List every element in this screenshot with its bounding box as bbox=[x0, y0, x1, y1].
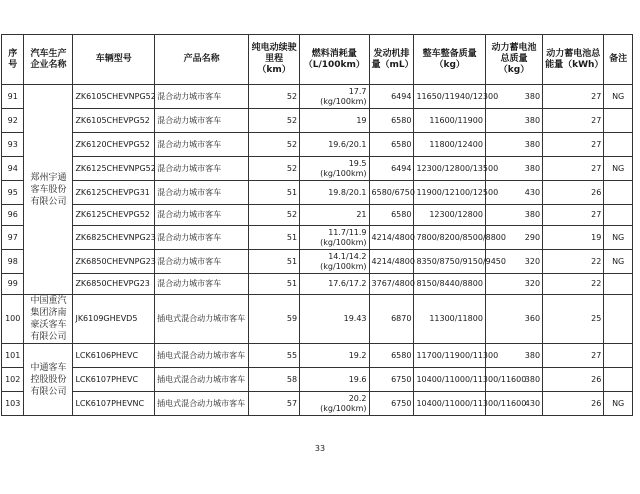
table-header-row bbox=[2, 35, 633, 85]
row-remarks: NG bbox=[604, 250, 633, 274]
row-model: LCK6107PHEVC bbox=[73, 368, 155, 392]
row-engine-displacement: 4214/4800 bbox=[369, 250, 414, 274]
row-model: ZK6120CHEVPG52 bbox=[73, 133, 155, 157]
row-fuel-consumption: 19.5 (kg/100km) bbox=[300, 157, 369, 181]
row-fuel-consumption: 17.6/17.2 bbox=[300, 274, 369, 295]
row-battery-energy: 27 bbox=[543, 85, 604, 109]
header-model: 车辆型号 bbox=[73, 35, 155, 85]
row-index: 94 bbox=[2, 157, 24, 181]
row-ev-range: 57 bbox=[249, 392, 300, 416]
row-battery-energy: 27 bbox=[543, 133, 604, 157]
row-ev-range: 59 bbox=[249, 295, 300, 344]
row-remarks: NG bbox=[604, 392, 633, 416]
row-battery-energy: 27 bbox=[543, 205, 604, 226]
row-model: JK6109GHEVD5 bbox=[73, 295, 155, 344]
row-battery-energy: 22 bbox=[543, 250, 604, 274]
row-curb-weight: 11650/11940/12300 bbox=[414, 85, 485, 109]
row-curb-weight: 12300/12800/13500 bbox=[414, 157, 485, 181]
row-index: 93 bbox=[2, 133, 24, 157]
table-row bbox=[2, 368, 633, 392]
row-product-name: 混合动力城市客车 bbox=[155, 85, 249, 109]
row-battery-mass: 380 bbox=[485, 109, 542, 133]
row-model: ZK6105CHEVPG52 bbox=[73, 109, 155, 133]
row-engine-displacement: 6870 bbox=[369, 295, 414, 344]
table-row bbox=[2, 250, 633, 274]
row-curb-weight: 11700/11900/11300 bbox=[414, 344, 485, 368]
row-remarks bbox=[604, 109, 633, 133]
row-battery-mass: 290 bbox=[485, 226, 542, 250]
row-product-name: 混合动力城市客车 bbox=[155, 250, 249, 274]
row-index: 101 bbox=[2, 344, 24, 368]
row-battery-mass: 380 bbox=[485, 205, 542, 226]
row-ev-range: 52 bbox=[249, 133, 300, 157]
row-index: 99 bbox=[2, 274, 24, 295]
row-fuel-consumption: 19.43 bbox=[300, 295, 369, 344]
row-index: 102 bbox=[2, 368, 24, 392]
manufacturer-cell: 中国重汽集团济南豪沃客车有限公司 bbox=[24, 295, 73, 344]
row-battery-energy: 19 bbox=[543, 226, 604, 250]
row-fuel-consumption: 21 bbox=[300, 205, 369, 226]
row-curb-weight: 11800/12400 bbox=[414, 133, 485, 157]
row-index: 100 bbox=[2, 295, 24, 344]
header-index: 序号 bbox=[2, 35, 24, 85]
table-row bbox=[2, 109, 633, 133]
row-ev-range: 52 bbox=[249, 109, 300, 133]
row-curb-weight: 8350/8750/9150/9450 bbox=[414, 250, 485, 274]
row-fuel-consumption: 11.7/11.9 (kg/100km) bbox=[300, 226, 369, 250]
row-remarks bbox=[604, 133, 633, 157]
row-engine-displacement: 6494 bbox=[369, 85, 414, 109]
row-battery-energy: 26 bbox=[543, 368, 604, 392]
row-curb-weight: 11300/11800 bbox=[414, 295, 485, 344]
row-remarks bbox=[604, 274, 633, 295]
row-curb-weight: 10400/11000/11300/11600 bbox=[414, 368, 485, 392]
row-engine-displacement: 6580 bbox=[369, 133, 414, 157]
manufacturer-cell: 郑州宇通客车股份有限公司 bbox=[24, 85, 73, 295]
header-battery-mass: 动力蓄电池总质量（kg） bbox=[485, 35, 542, 85]
table-row bbox=[2, 85, 633, 109]
row-index: 91 bbox=[2, 85, 24, 109]
row-model: ZK6125CHEVPG52 bbox=[73, 205, 155, 226]
row-product-name: 混合动力城市客车 bbox=[155, 226, 249, 250]
row-fuel-consumption: 19.6/20.1 bbox=[300, 133, 369, 157]
row-battery-mass: 380 bbox=[485, 157, 542, 181]
row-battery-mass: 380 bbox=[485, 85, 542, 109]
table-row bbox=[2, 157, 633, 181]
row-fuel-consumption: 14.1/14.2 (kg/100km) bbox=[300, 250, 369, 274]
row-curb-weight: 11600/11900 bbox=[414, 109, 485, 133]
row-ev-range: 51 bbox=[249, 250, 300, 274]
row-battery-mass: 380 bbox=[485, 368, 542, 392]
row-curb-weight: 12300/12800 bbox=[414, 205, 485, 226]
row-model: LCK6106PHEVC bbox=[73, 344, 155, 368]
row-battery-mass: 360 bbox=[485, 295, 542, 344]
row-index: 98 bbox=[2, 250, 24, 274]
row-curb-weight: 7800/8200/8500/8800 bbox=[414, 226, 485, 250]
row-index: 92 bbox=[2, 109, 24, 133]
row-engine-displacement: 6580 bbox=[369, 205, 414, 226]
row-model: ZK6850CHEVNPG23 bbox=[73, 250, 155, 274]
row-model: ZK6125CHEVNPG52 bbox=[73, 157, 155, 181]
row-fuel-consumption: 19.6 bbox=[300, 368, 369, 392]
row-battery-energy: 22 bbox=[543, 274, 604, 295]
row-remarks: NG bbox=[604, 85, 633, 109]
vehicle-table bbox=[1, 34, 633, 416]
row-battery-energy: 27 bbox=[543, 157, 604, 181]
row-product-name: 混合动力城市客车 bbox=[155, 181, 249, 205]
row-battery-energy: 25 bbox=[543, 295, 604, 344]
row-curb-weight: 11900/12100/12500 bbox=[414, 181, 485, 205]
table-row bbox=[2, 133, 633, 157]
page-number: 33 bbox=[314, 444, 326, 453]
row-battery-energy: 26 bbox=[543, 181, 604, 205]
row-product-name: 混合动力城市客车 bbox=[155, 133, 249, 157]
row-ev-range: 58 bbox=[249, 368, 300, 392]
table-row bbox=[2, 274, 633, 295]
row-model: LCK6107PHEVNC bbox=[73, 392, 155, 416]
row-engine-displacement: 3767/4800 bbox=[369, 274, 414, 295]
row-battery-energy: 27 bbox=[543, 109, 604, 133]
row-battery-energy: 26 bbox=[543, 392, 604, 416]
row-fuel-consumption: 17.7 (kg/100km) bbox=[300, 85, 369, 109]
row-ev-range: 51 bbox=[249, 226, 300, 250]
row-engine-displacement: 6750 bbox=[369, 368, 414, 392]
header-curb-weight: 整车整备质量（kg） bbox=[414, 35, 485, 85]
row-model: ZK6105CHEVNPG52 bbox=[73, 85, 155, 109]
row-product-name: 混合动力城市客车 bbox=[155, 274, 249, 295]
row-ev-range: 52 bbox=[249, 205, 300, 226]
row-ev-range: 55 bbox=[249, 344, 300, 368]
row-engine-displacement: 6580 bbox=[369, 344, 414, 368]
row-index: 97 bbox=[2, 226, 24, 250]
table-row bbox=[2, 344, 633, 368]
row-ev-range: 51 bbox=[249, 181, 300, 205]
row-product-name: 混合动力城市客车 bbox=[155, 109, 249, 133]
row-model: ZK6125CHEVPG31 bbox=[73, 181, 155, 205]
row-product-name: 插电式混合动力城市客车 bbox=[155, 368, 249, 392]
row-battery-mass: 430 bbox=[485, 181, 542, 205]
row-battery-energy: 27 bbox=[543, 344, 604, 368]
row-product-name: 插电式混合动力城市客车 bbox=[155, 295, 249, 344]
row-index: 96 bbox=[2, 205, 24, 226]
row-fuel-consumption: 19 bbox=[300, 109, 369, 133]
row-battery-mass: 430 bbox=[485, 392, 542, 416]
row-product-name: 混合动力城市客车 bbox=[155, 205, 249, 226]
manufacturer-cell: 中通客车控股股份有限公司 bbox=[24, 344, 73, 416]
row-index: 95 bbox=[2, 181, 24, 205]
row-engine-displacement: 6494 bbox=[369, 157, 414, 181]
row-index: 103 bbox=[2, 392, 24, 416]
row-engine-displacement: 4214/4800 bbox=[369, 226, 414, 250]
header-ev-range: 纯电动续驶里程（km） bbox=[249, 35, 300, 85]
table-row bbox=[2, 392, 633, 416]
table-row bbox=[2, 181, 633, 205]
row-ev-range: 52 bbox=[249, 157, 300, 181]
row-remarks: NG bbox=[604, 226, 633, 250]
row-engine-displacement: 6750 bbox=[369, 392, 414, 416]
header-remarks: 备注 bbox=[604, 35, 633, 85]
row-curb-weight: 10400/11000/11300/11600 bbox=[414, 392, 485, 416]
table-row bbox=[2, 295, 633, 344]
header-engine-displacement: 发动机排量（mL） bbox=[369, 35, 414, 85]
row-product-name: 混合动力城市客车 bbox=[155, 157, 249, 181]
row-model: ZK6850CHEVPG23 bbox=[73, 274, 155, 295]
row-ev-range: 52 bbox=[249, 85, 300, 109]
row-remarks bbox=[604, 368, 633, 392]
row-fuel-consumption: 19.8/20.1 bbox=[300, 181, 369, 205]
row-engine-displacement: 6580 bbox=[369, 109, 414, 133]
row-engine-displacement: 6580/6750 bbox=[369, 181, 414, 205]
row-model: ZK6825CHEVNPG23 bbox=[73, 226, 155, 250]
row-remarks bbox=[604, 344, 633, 368]
row-battery-mass: 380 bbox=[485, 133, 542, 157]
row-remarks bbox=[604, 295, 633, 344]
header-product-name: 产品名称 bbox=[155, 35, 249, 85]
row-product-name: 插电式混合动力城市客车 bbox=[155, 392, 249, 416]
row-remarks bbox=[604, 181, 633, 205]
row-fuel-consumption: 19.2 bbox=[300, 344, 369, 368]
row-ev-range: 51 bbox=[249, 274, 300, 295]
header-battery-energy: 动力蓄电池总能量（kWh） bbox=[543, 35, 604, 85]
table-row bbox=[2, 226, 633, 250]
row-battery-mass: 320 bbox=[485, 274, 542, 295]
row-remarks bbox=[604, 205, 633, 226]
row-battery-mass: 320 bbox=[485, 250, 542, 274]
header-fuel-consumption: 燃料消耗量（L/100km） bbox=[300, 35, 369, 85]
row-remarks: NG bbox=[604, 157, 633, 181]
row-battery-mass: 380 bbox=[485, 344, 542, 368]
header-manufacturer: 汽车生产企业名称 bbox=[24, 35, 73, 85]
row-curb-weight: 8150/8440/8800 bbox=[414, 274, 485, 295]
row-product-name: 插电式混合动力城市客车 bbox=[155, 344, 249, 368]
table-row bbox=[2, 205, 633, 226]
row-fuel-consumption: 20.2 (kg/100km) bbox=[300, 392, 369, 416]
